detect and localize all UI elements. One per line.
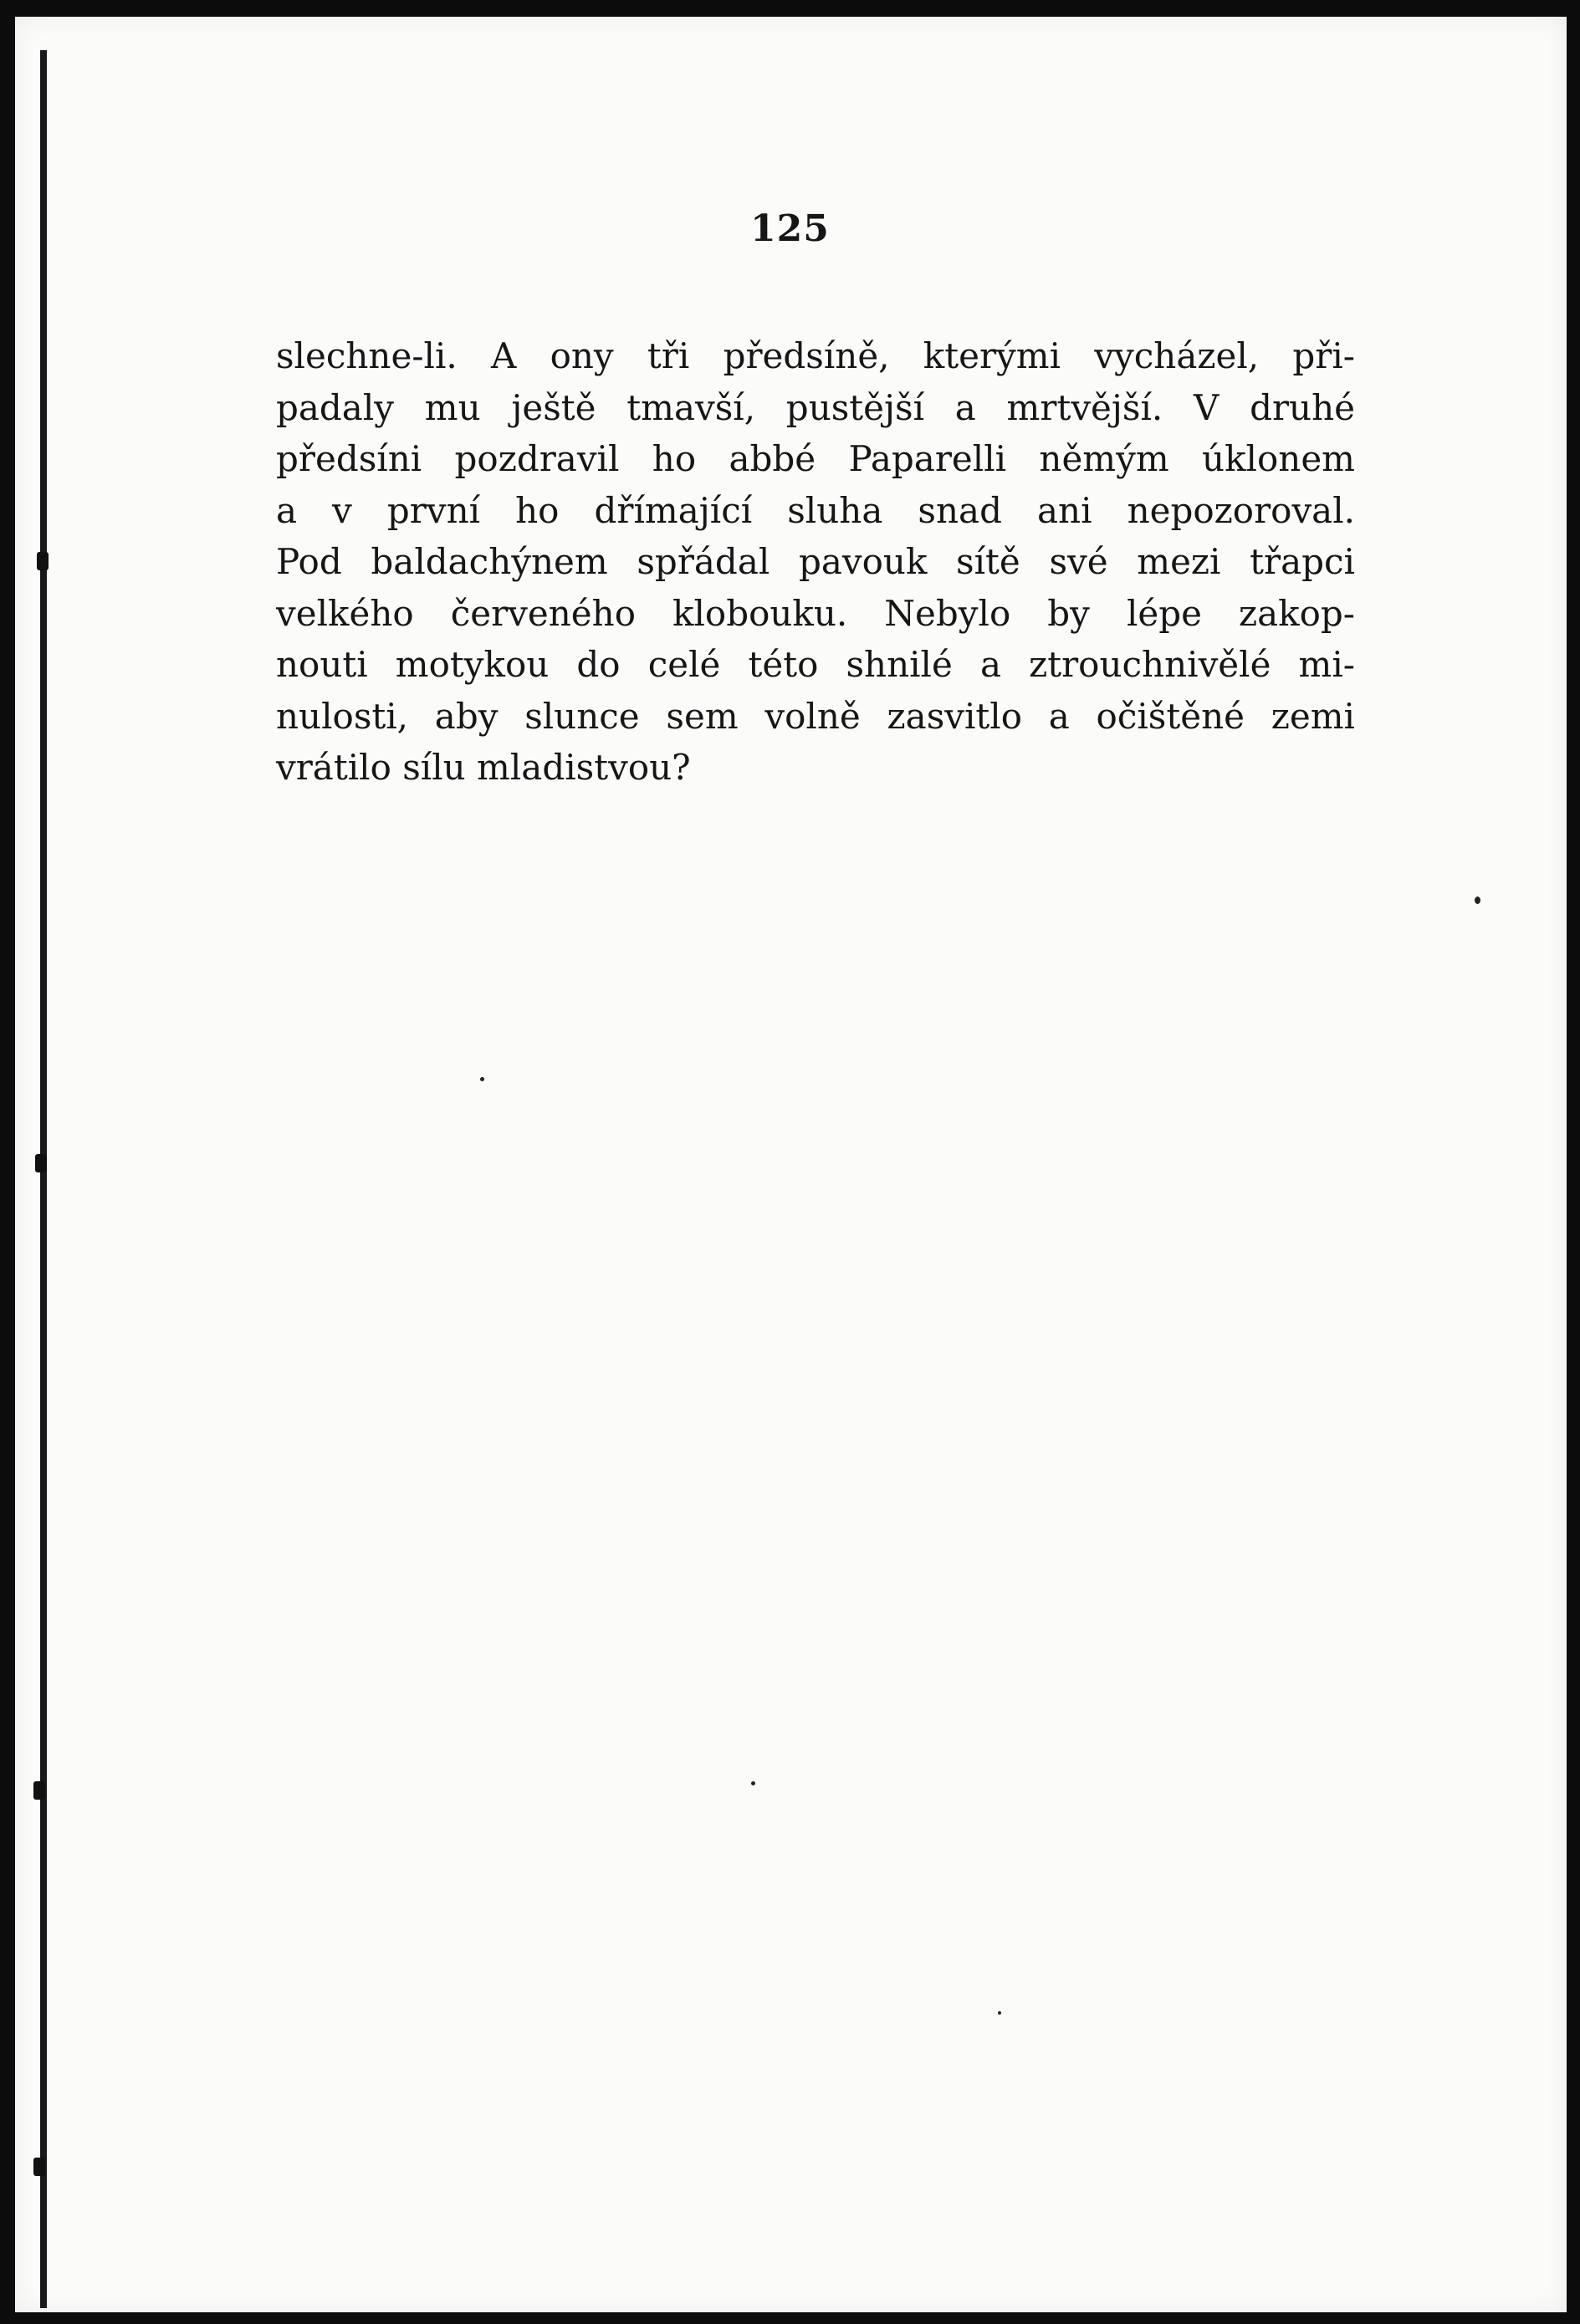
text-line: vrátilo sílu mladistvou? — [276, 747, 691, 788]
text-line: velkého červeného klobouku. Nebylo by lépe zakop- — [276, 592, 1355, 634]
paper-speck — [1475, 896, 1480, 904]
text-line: padaly mu ještě tmavší, pustější a mrtvější. V druhé — [276, 386, 1355, 428]
text-line: a v první ho dřímající sluha snad ani nepozoroval. — [276, 489, 1355, 531]
binding-mark — [33, 2158, 45, 2176]
paper-speck — [751, 1781, 755, 1785]
body-paragraph — [276, 330, 1355, 794]
text-line: předsíni pozdravil ho abbé Paparelli němým úklonem — [276, 438, 1355, 479]
text-line: Pod baldachýnem spřádal pavouk sítě své mezi třapci — [276, 541, 1355, 582]
paper-speck — [480, 1077, 484, 1081]
binding-mark — [33, 1781, 45, 1800]
page-binding-edge — [40, 50, 47, 2308]
page-number: 125 — [750, 207, 830, 250]
binding-mark — [37, 552, 49, 570]
text-line: nulosti, aby slunce sem volně zasvitlo a očištěné zemi — [276, 695, 1355, 737]
binding-mark — [35, 1154, 47, 1172]
text-line: nouti motykou do celé této shnilé a ztrouchnivělé mi- — [276, 644, 1355, 685]
text-line: slechne-li. A ony tři předsíně, kterými vycházel, při- — [276, 335, 1355, 376]
paper-speck — [998, 2011, 1001, 2015]
